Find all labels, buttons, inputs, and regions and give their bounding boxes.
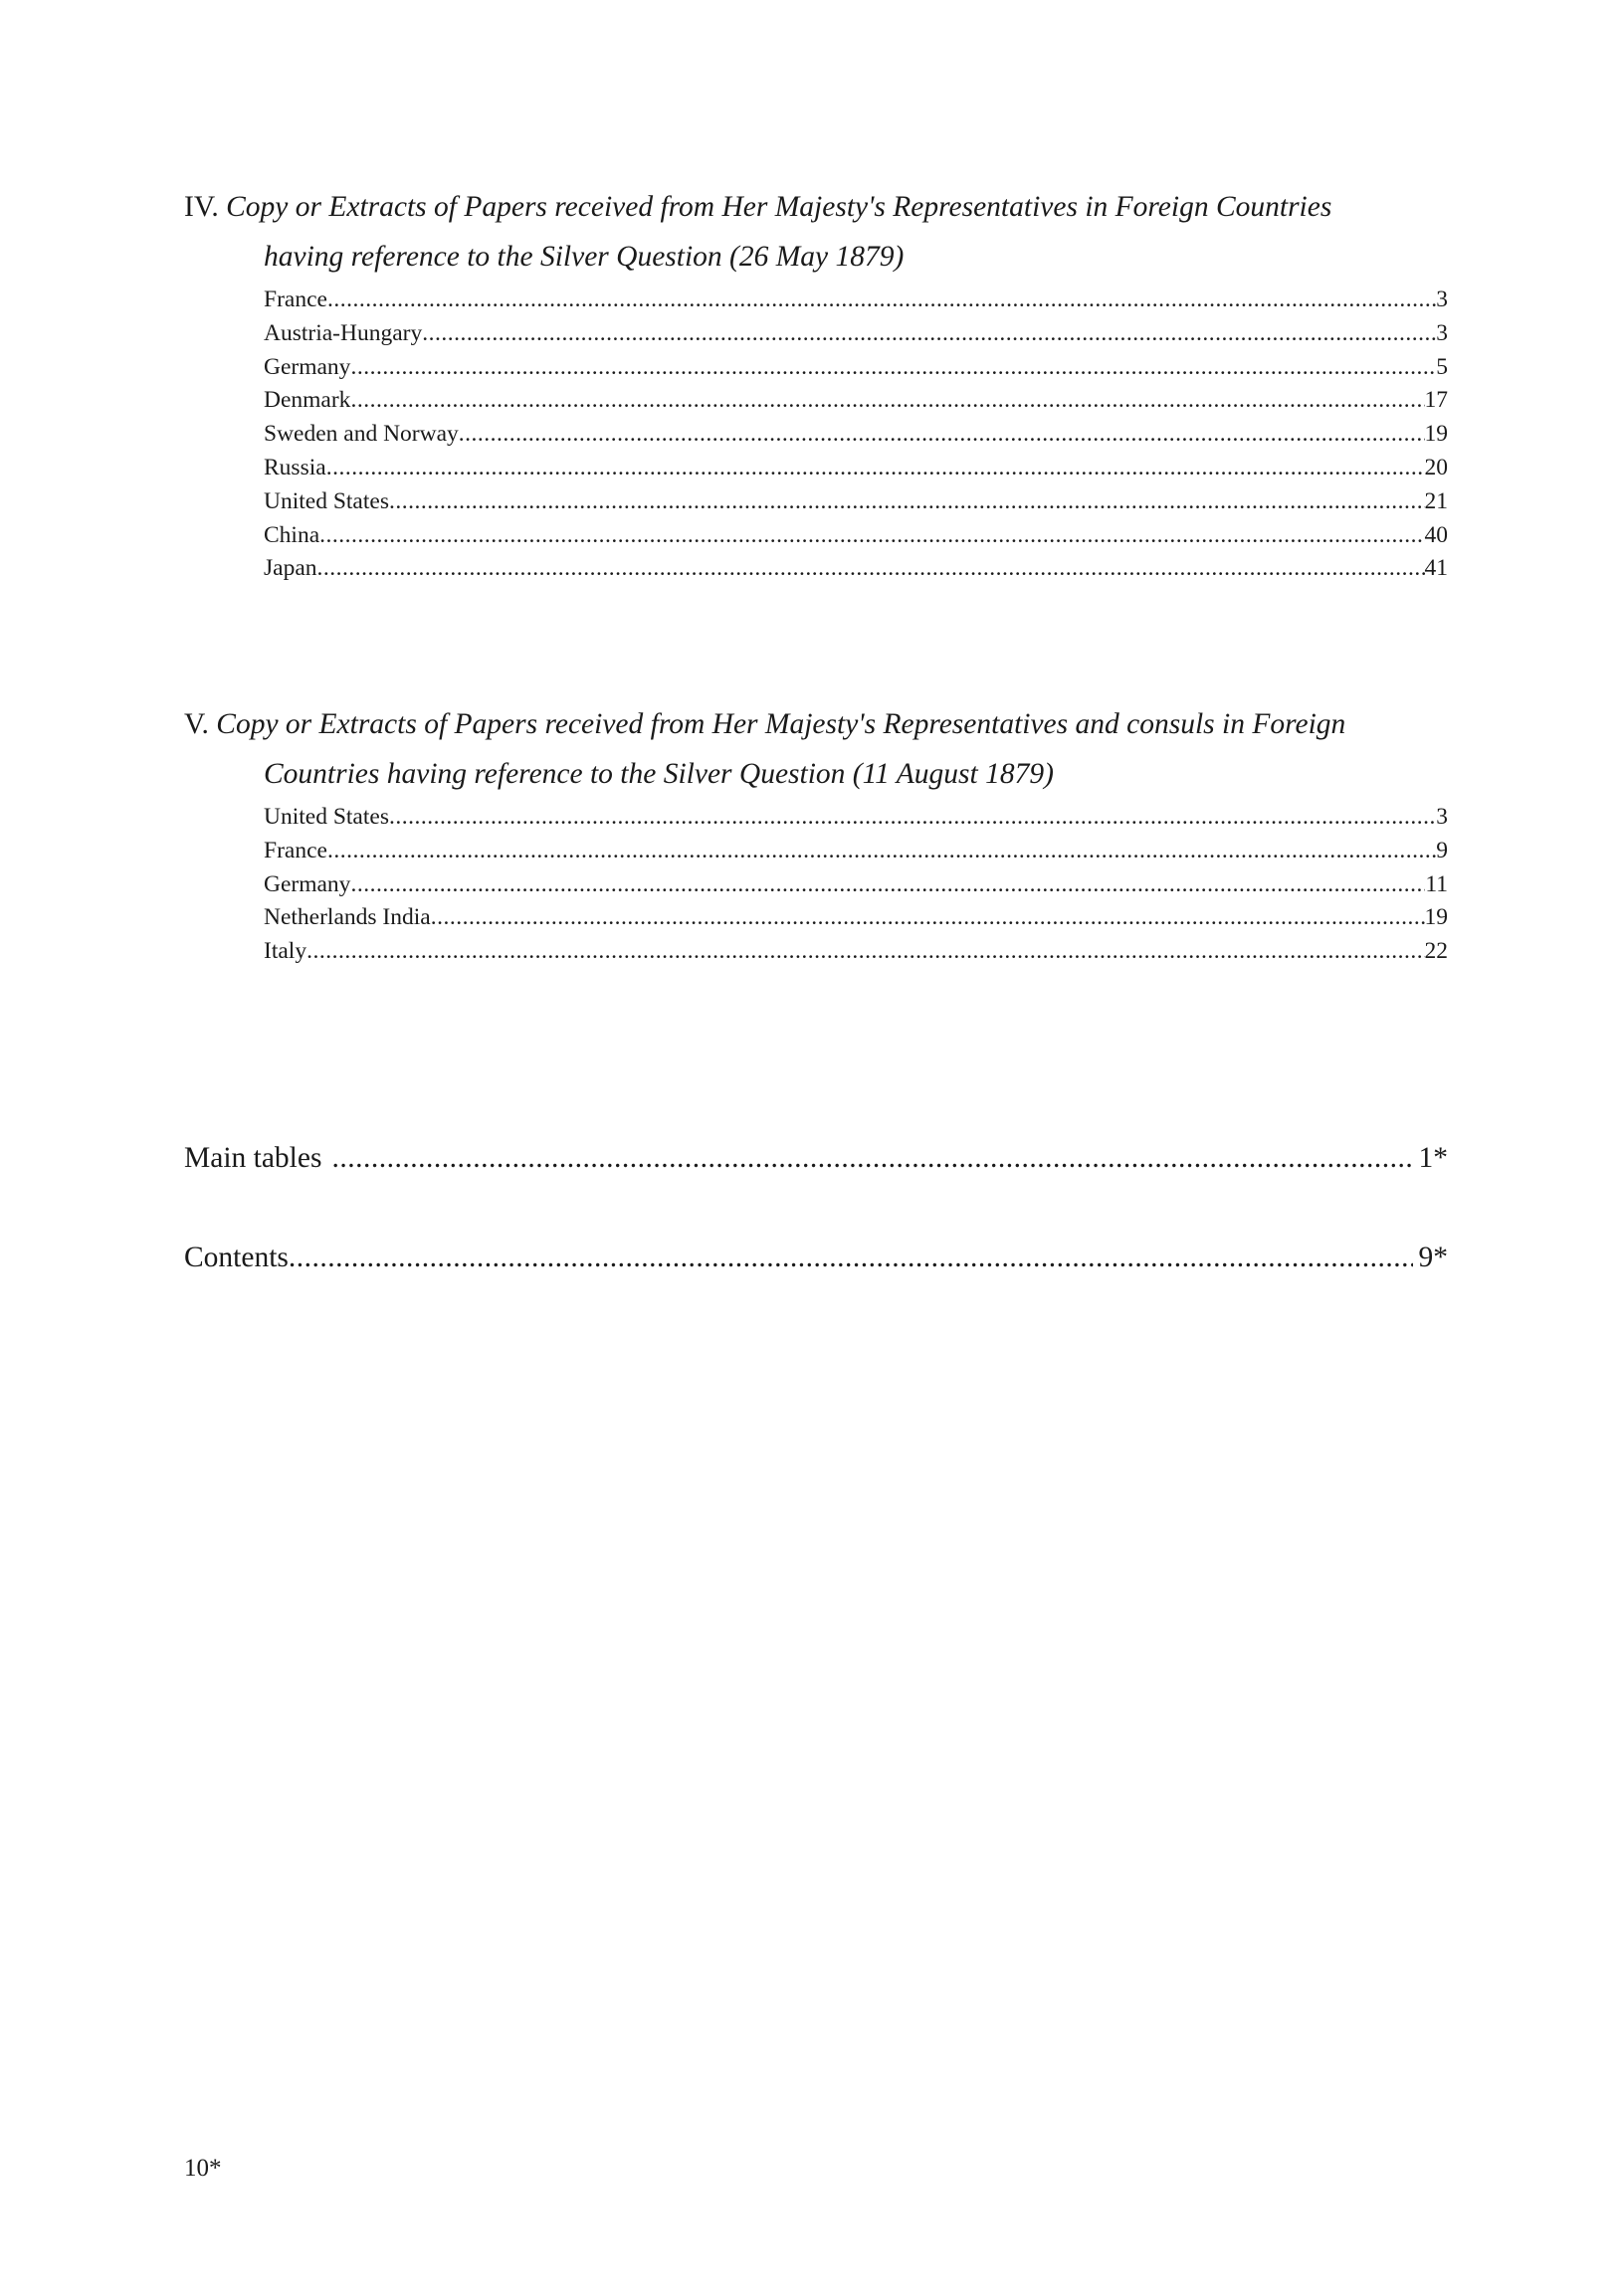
section-title-line1: Copy or Extracts of Papers received from Her Majesty's Representatives and consuls in Foreign xyxy=(216,708,1346,740)
dot-leader xyxy=(289,1240,1413,1275)
section-title-line2: having reference to the Silver Question (26 May 1879) xyxy=(264,241,905,273)
entry-label: Main tables xyxy=(184,1142,322,1174)
section-heading xyxy=(184,699,1448,799)
toc-entry[interactable] xyxy=(264,835,1448,868)
dot-leader xyxy=(327,284,1436,317)
toc-entry[interactable] xyxy=(264,519,1448,553)
toc-entry[interactable] xyxy=(264,418,1448,452)
dot-leader xyxy=(422,317,1436,351)
entry-label: China xyxy=(264,521,320,548)
toc-entry[interactable] xyxy=(264,384,1448,418)
section-number: V. xyxy=(184,708,209,740)
entry-page: 5 xyxy=(1436,353,1448,380)
entry-page: 3 xyxy=(1436,804,1448,830)
toc-entry[interactable] xyxy=(264,452,1448,485)
entry-label: France xyxy=(264,837,327,863)
entry-label: United States xyxy=(264,804,389,830)
entry-label: Russia xyxy=(264,454,326,480)
main-tables-entry[interactable] xyxy=(184,1140,1448,1176)
dot-leader xyxy=(389,485,1425,519)
toc-entry[interactable] xyxy=(264,801,1448,835)
entry-label: Netherlands India xyxy=(264,904,431,931)
toc-entry[interactable] xyxy=(264,901,1448,935)
dot-leader xyxy=(306,935,1424,969)
page-number: 10* xyxy=(184,2155,222,2182)
entry-page: 3 xyxy=(1436,287,1448,312)
dot-leader xyxy=(331,1140,1412,1176)
entry-page: 9 xyxy=(1436,837,1448,863)
toc-entry-list xyxy=(264,801,1448,969)
entry-page: 20 xyxy=(1424,454,1448,480)
entry-page: 3 xyxy=(1436,319,1448,346)
dot-leader xyxy=(459,418,1425,452)
toc-entry[interactable] xyxy=(264,485,1448,519)
entry-page: 11 xyxy=(1425,870,1448,897)
entry-label: France xyxy=(264,287,327,312)
entry-label: Germany xyxy=(264,870,351,897)
toc-contents xyxy=(184,1240,1448,1275)
entry-page: 19 xyxy=(1424,904,1448,931)
entry-label: Germany xyxy=(264,353,351,380)
entry-page: 9* xyxy=(1418,1242,1448,1273)
dot-leader xyxy=(389,801,1436,835)
entry-label: Italy xyxy=(264,938,307,965)
toc-entry[interactable] xyxy=(264,552,1448,586)
entry-label: Austria-Hungary xyxy=(264,319,423,346)
section-title-line2: Countries having reference to the Silver Question (11 August 1879) xyxy=(264,758,1054,790)
entry-page: 17 xyxy=(1424,387,1448,414)
entry-page: 19 xyxy=(1424,421,1448,448)
entry-page: 40 xyxy=(1424,521,1448,548)
toc-entry[interactable] xyxy=(264,935,1448,969)
section-heading xyxy=(184,182,1448,282)
dot-leader xyxy=(431,901,1425,935)
dot-leader xyxy=(317,552,1425,586)
toc-entry[interactable] xyxy=(264,317,1448,351)
dot-leader xyxy=(319,519,1424,553)
entry-label: Japan xyxy=(264,555,317,582)
entry-page: 41 xyxy=(1424,555,1448,582)
toc-entry[interactable] xyxy=(264,284,1448,317)
entry-page: 22 xyxy=(1424,938,1448,965)
toc-entry[interactable] xyxy=(264,868,1448,902)
entry-page: 1* xyxy=(1418,1142,1448,1174)
dot-leader xyxy=(326,452,1425,485)
toc-section-v xyxy=(184,699,1448,969)
dot-leader xyxy=(350,351,1436,385)
dot-leader xyxy=(350,384,1424,418)
dot-leader xyxy=(350,868,1425,902)
section-number: IV. xyxy=(184,191,219,223)
entry-label: Contents xyxy=(184,1242,289,1273)
toc-main-tables xyxy=(184,1140,1448,1176)
entry-label: Sweden and Norway xyxy=(264,421,459,448)
entry-label: United States xyxy=(264,487,389,514)
toc-section-iv xyxy=(184,182,1448,586)
entry-label: Denmark xyxy=(264,387,351,414)
toc-entry-list xyxy=(264,284,1448,586)
contents-entry[interactable] xyxy=(184,1240,1448,1275)
dot-leader xyxy=(327,835,1436,868)
toc-entry[interactable] xyxy=(264,351,1448,385)
entry-page: 21 xyxy=(1424,487,1448,514)
section-title-line1: Copy or Extracts of Papers received from Her Majesty's Representatives in Foreign Countries xyxy=(226,191,1332,223)
